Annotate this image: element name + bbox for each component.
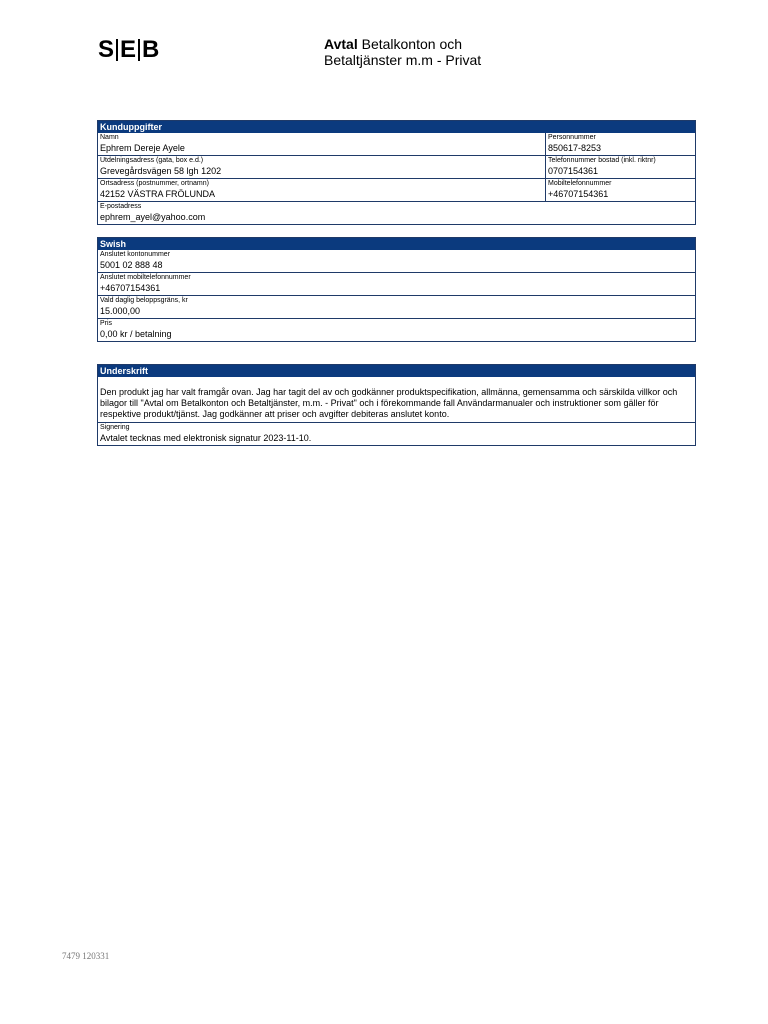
form-row [98,178,695,201]
document-code: 7479 120331 [62,951,110,961]
section-heading: Swish [98,238,695,250]
field-ortsadress [98,179,546,201]
field-label: Utdelningsadress (gata, box e.d.) [100,157,204,164]
section-underskrift [97,364,696,446]
field-label: Vald daglig beloppsgräns, kr [100,297,188,304]
field-label: Namn [100,134,119,141]
field-label: Pris [100,320,113,327]
document-title [324,36,481,68]
field-value: +46707154361 [100,283,161,293]
title-line2: Betaltjänster m.m - Privat [324,52,482,68]
field-label: E-postadress [100,203,142,210]
field-value: +46707154361 [548,189,609,199]
field-signering [98,423,695,445]
field-label: Mobiltelefonnummer [548,180,612,187]
section-swish [97,237,696,342]
field-anslutet-kontonummer [98,250,695,272]
field-value: Ephrem Dereje Ayele [100,143,185,153]
field-personnummer [546,133,695,155]
field-namn [98,133,546,155]
field-value: 5001 02 888 48 [100,260,163,270]
field-pris [98,319,695,341]
form-row [98,295,695,318]
field-label: Ortsadress (postnummer, ortnamn) [100,180,209,187]
section-heading: Underskrift [98,365,695,377]
field-label: Anslutet mobiltelefonnummer [100,274,191,281]
field-beloppsgrans [98,296,695,318]
field-value: Avtalet tecknas med elektronisk signatur 2023-11-10. [100,433,312,443]
logo-divider [138,39,140,61]
form-row [98,422,695,445]
title-rest: Betalkonton och [357,36,463,52]
agreement-text: Den produkt jag har valt framgår ovan. Jag har tagit del av och godkänner produktspecifikation, allmänna, gemensamma och särskilda villkor och bilagor till "Avtal om Betalkonton och Betaltjänster, m.m. - Privat" och i förekommande fall Användarmanualer och instruktioner som gäller för respektive produkt/tjänst. Jag godkänner att priser och avgifter debiteras anslutet konto. [100,387,678,419]
title-bold: Avtal [324,36,358,52]
field-value: 0,00 kr / betalning [100,329,172,339]
field-anslutet-mobilnummer [98,273,695,295]
field-value: Grevegårdsvägen 58 lgh 1202 [100,166,222,176]
field-label: Personnummer [548,134,596,141]
logo-letter-b: B [142,36,160,63]
field-label: Telefonnummer bostad (inkl. riktnr) [548,157,656,164]
seb-logo [98,38,159,62]
field-mobiltelefon [546,179,695,201]
form-row [98,201,695,224]
logo-letter-e: E [120,36,137,63]
field-value: 850617-8253 [548,143,602,153]
field-value: 0707154361 [548,166,599,176]
field-value: 15.000,00 [100,306,141,316]
field-label: Signering [100,424,130,431]
field-value: ephrem_ayel@yahoo.com [100,212,206,222]
field-epostadress [98,202,695,224]
logo-divider [116,39,118,61]
form-row [98,133,695,155]
form-row [98,318,695,341]
logo-letter-s: S [98,36,115,63]
form-row [98,155,695,178]
field-value: 42152 VÄSTRA FRÖLUNDA [100,189,216,199]
section-heading: Kunduppgifter [98,121,695,133]
form-row [98,272,695,295]
field-telefon-bostad [546,156,695,178]
field-utdelningsadress [98,156,546,178]
field-label: Anslutet kontonummer [100,251,171,258]
form-row [98,250,695,272]
section-kunduppgifter [97,120,696,225]
